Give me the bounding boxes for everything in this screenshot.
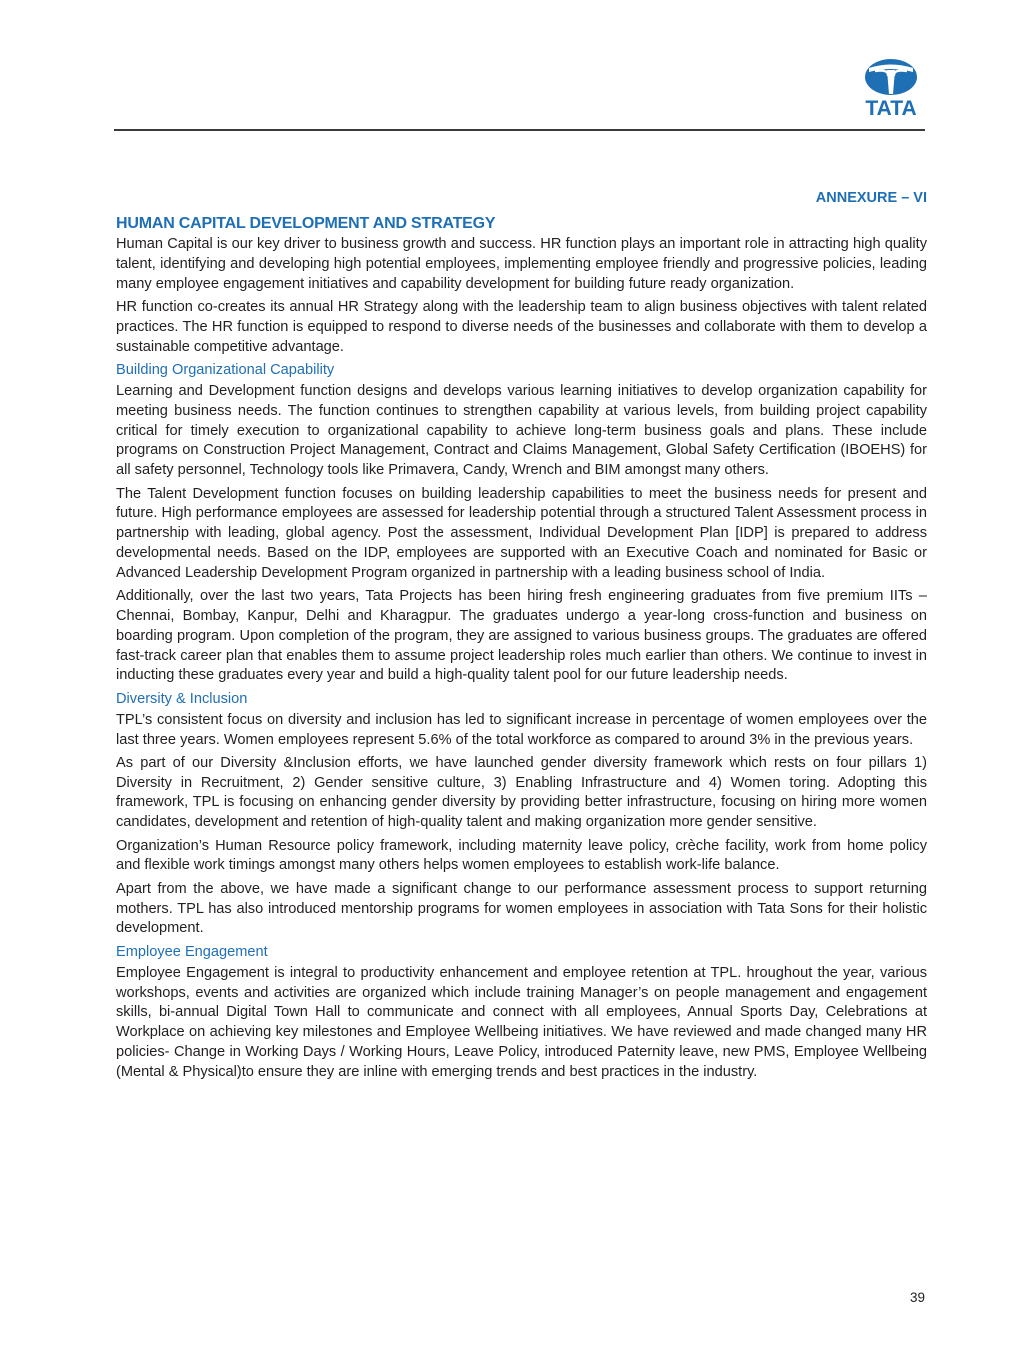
annexure-label: ANNEXURE – VI	[815, 190, 927, 206]
paragraph: Apart from the above, we have made a significant change to our performance assessment process to support returning mothers. TPL has also introduced mentorship programs for women employees in association with Tata Sons for their holistic development.	[116, 880, 927, 937]
section-heading-engagement: Employee Engagement	[116, 943, 268, 960]
paragraph: Learning and Development function designs and develops various learning initiatives to develop organization capability for meeting business needs. The function continues to strengthen capability at various levels, from building project capability critical for timely execution to organizational capability to achieve long-term business goals and plans. These include programs on Construction Project Management, Contract and Claims Management, Global Safety Certification (IBOEHS) for all safety personnel, Technology tools like Primavera, Candy, Wrench and BIM amongst many others.	[116, 382, 927, 479]
paragraph: As part of our Diversity &Inclusion efforts, we have launched gender diversity framework which rests on four pillars 1) Diversity in Recruitment, 2) Gender sensitive culture, 3) Enabling Infrastructure and 4) Women toring. Adopting this framework, TPL is focusing on enhancing gender diversity by providing better infrastructure, focusing on hiring more women candidates, development and retention of high-quality talent and making organization more gender sensitive.	[116, 754, 927, 831]
page-number: 39	[910, 1290, 926, 1305]
section-heading-diversity: Diversity & Inclusion	[116, 690, 248, 707]
tata-emblem-icon	[855, 58, 927, 98]
intro-paragraph: HR function co-creates its annual HR Strategy along with the leadership team to align business objectives with talent related practices. The HR function is equipped to respond to diverse needs of the businesses and collaborate with them to develop a sustainable competitive advantage.	[116, 298, 927, 355]
paragraph: TPL’s consistent focus on diversity and inclusion has led to significant increase in percentage of women employees over the last three years. Women employees represent 5.6% of the total workforce as compared to around 3% in the previous years.	[116, 711, 927, 748]
tata-logo	[855, 58, 927, 120]
paragraph: The Talent Development function focuses on building leadership capabilities to meet the business needs for present and future. High performance employees are assessed for leadership potential through a structured Talent Assessment process in partnership with leading, global agency. Post the assessment, Individual Development Plan [IDP] is prepared to address developmental needs. Based on the IDP, employees are supported with an Executive Coach and nominated for Basic or Advanced Leadership Development Program organized in partnership with a leading business school of India.	[116, 485, 927, 581]
paragraph: Employee Engagement is integral to productivity enhancement and employee retention at TPL. hroughout the year, various workshops, events and activities are organized which include training Manager’s on people management and engagement skills, bi-annual Digital Town Hall to communicate and connect with all employees, Annual Sports Day, Celebrations at Workplace on achieving key milestones and Employee Wellbeing initiatives. We have reviewed and made changed many HR policies- Change in Working Days / Working Hours, Leave Policy, introduced Paternity leave, new PMS, Employee Wellbeing (Mental & Physical)to ensure they are inline with emerging trends and best practices in the industry.	[116, 964, 927, 1080]
section-heading-capability: Building Organizational Capability	[116, 361, 335, 378]
paragraph: Additionally, over the last two years, Tata Projects has been hiring fresh engineering graduates from five premium IITs – Chennai, Bombay, Kanpur, Delhi and Kharagpur. The graduates undergo a year-long cross-function and business on boarding program. Upon completion of the program, they are assigned to various business groups. The graduates are offered fast-track career plan that enables them to assume project leadership roles much earlier than others. We continue to invest in inducting these graduates every year and build a high-quality talent pool for our future leadership needs.	[116, 588, 927, 684]
intro-paragraph: Human Capital is our key driver to business growth and success. HR function plays an important role in attracting high quality talent, identifying and developing high potential employees, implementing employee friendly and progressive policies, leading many employee engagement initiatives and capability development for building future ready organization.	[116, 236, 927, 292]
main-content	[116, 214, 927, 1086]
logo-wordmark: TATA	[865, 97, 917, 120]
paragraph: Organization’s Human Resource policy framework, including maternity leave policy, crèche facility, work from home policy and flexible work timings amongst many others helps women employees to establish work-life balance.	[116, 837, 927, 874]
header-divider	[114, 129, 925, 131]
page-title: HUMAN CAPITAL DEVELOPMENT AND STRATEGY	[116, 215, 496, 232]
